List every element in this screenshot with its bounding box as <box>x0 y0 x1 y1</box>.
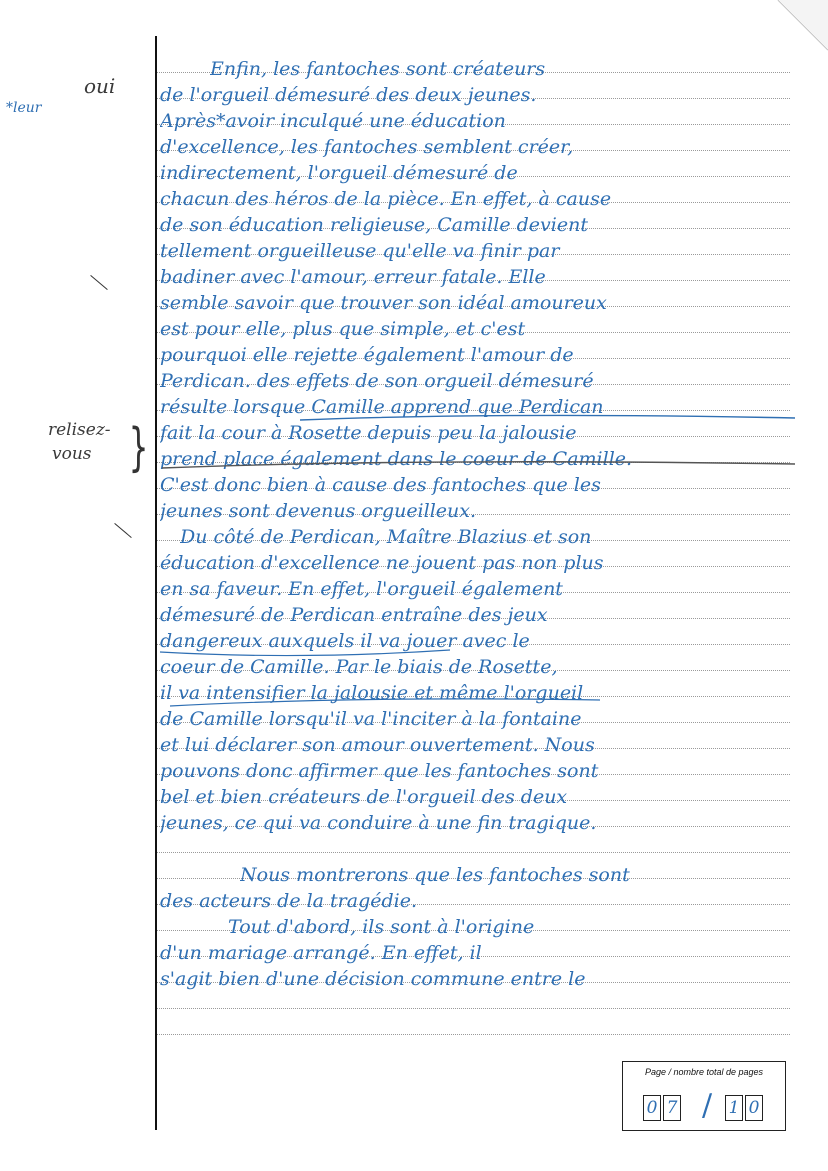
essay-line: de l'orgueil démesuré des deux jeunes. <box>160 84 537 106</box>
margin-note-vous: vous <box>52 444 92 464</box>
page-box-label: Page / nombre total de pages <box>644 1067 764 1077</box>
essay-line: de son éducation religieuse, Camille devient <box>160 214 588 236</box>
essay-line: démesuré de Perdican entraîne des jeux <box>160 604 548 626</box>
essay-line: s'agit bien d'une décision commune entre le <box>160 968 586 990</box>
essay-line: Perdican. des effets de son orgueil démesuré <box>160 370 594 392</box>
essay-line: semble savoir que trouver son idéal amoureux <box>160 292 607 314</box>
essay-line: pourquoi elle rejette également l'amour de <box>160 344 574 366</box>
essay-line: résulte lorsque Camille apprend que Perdican <box>160 396 604 418</box>
essay-line: coeur de Camille. Par le biais de Rosette, <box>160 656 558 678</box>
essay-line: Après*avoir inculqué une éducation <box>160 110 506 132</box>
essay-line: bel et bien créateurs de l'orgueil des deux <box>160 786 568 808</box>
essay-line: Tout d'abord, ils sont à l'origine <box>228 916 535 938</box>
essay-line: chacun des héros de la pièce. En effet, à cause <box>160 188 612 210</box>
essay-line: et lui déclarer son amour ouvertement. Nous <box>160 734 595 756</box>
margin-note-star-leur: *leur <box>6 100 42 116</box>
essay-line: jeunes sont devenus orgueilleux. <box>160 500 477 522</box>
essay-line: est pour elle, plus que simple, et c'est <box>160 318 526 340</box>
essay-line: C'est donc bien à cause des fantoches que les <box>160 474 601 496</box>
essay-line: dangereux auxquels il va jouer avec le <box>160 630 530 652</box>
margin-brace: } <box>128 418 149 478</box>
essay-line: tellement orgueilleuse qu'elle va finir par <box>160 240 560 262</box>
page-slash: / <box>702 1088 713 1123</box>
essay-line: prend place également dans le coeur de Camille. <box>160 448 633 470</box>
essay-line: pouvons donc affirmer que les fantoches sont <box>160 760 599 782</box>
essay-line: des acteurs de la tragédie. <box>160 890 418 912</box>
page-digit-box: 0 <box>643 1095 661 1121</box>
essay-line: fait la cour à Rosette depuis peu la jalousie <box>160 422 577 444</box>
essay-line: jeunes, ce qui va conduire à une fin tragique. <box>160 812 597 834</box>
essay-line: Enfin, les fantoches sont créateurs <box>210 58 546 80</box>
total-digit-box: 0 <box>745 1095 763 1121</box>
essay-line: Du côté de Perdican, Maître Blazius et son <box>180 526 592 548</box>
essay-line: d'excellence, les fantoches semblent créer, <box>160 136 574 158</box>
page-digit-box: 7 <box>663 1095 681 1121</box>
essay-line: indirectement, l'orgueil démesuré de <box>160 162 518 184</box>
total-digit-box: 1 <box>725 1095 743 1121</box>
margin-note-relisez: relisez- <box>48 420 111 440</box>
essay-line: en sa faveur. En effet, l'orgueil également <box>160 578 563 600</box>
margin-note-oui: oui <box>84 74 116 98</box>
essay-line: badiner avec l'amour, erreur fatale. Elle <box>160 266 546 288</box>
essay-line: de Camille lorsqu'il va l'inciter à la fontaine <box>160 708 582 730</box>
essay-line: d'un mariage arrangé. En effet, il <box>160 942 482 964</box>
essay-line: Nous montrerons que les fantoches sont <box>240 864 630 886</box>
essay-line: il va intensifier la jalousie et même l'orgueil <box>160 682 584 704</box>
essay-line: éducation d'excellence ne jouent pas non plus <box>160 552 604 574</box>
